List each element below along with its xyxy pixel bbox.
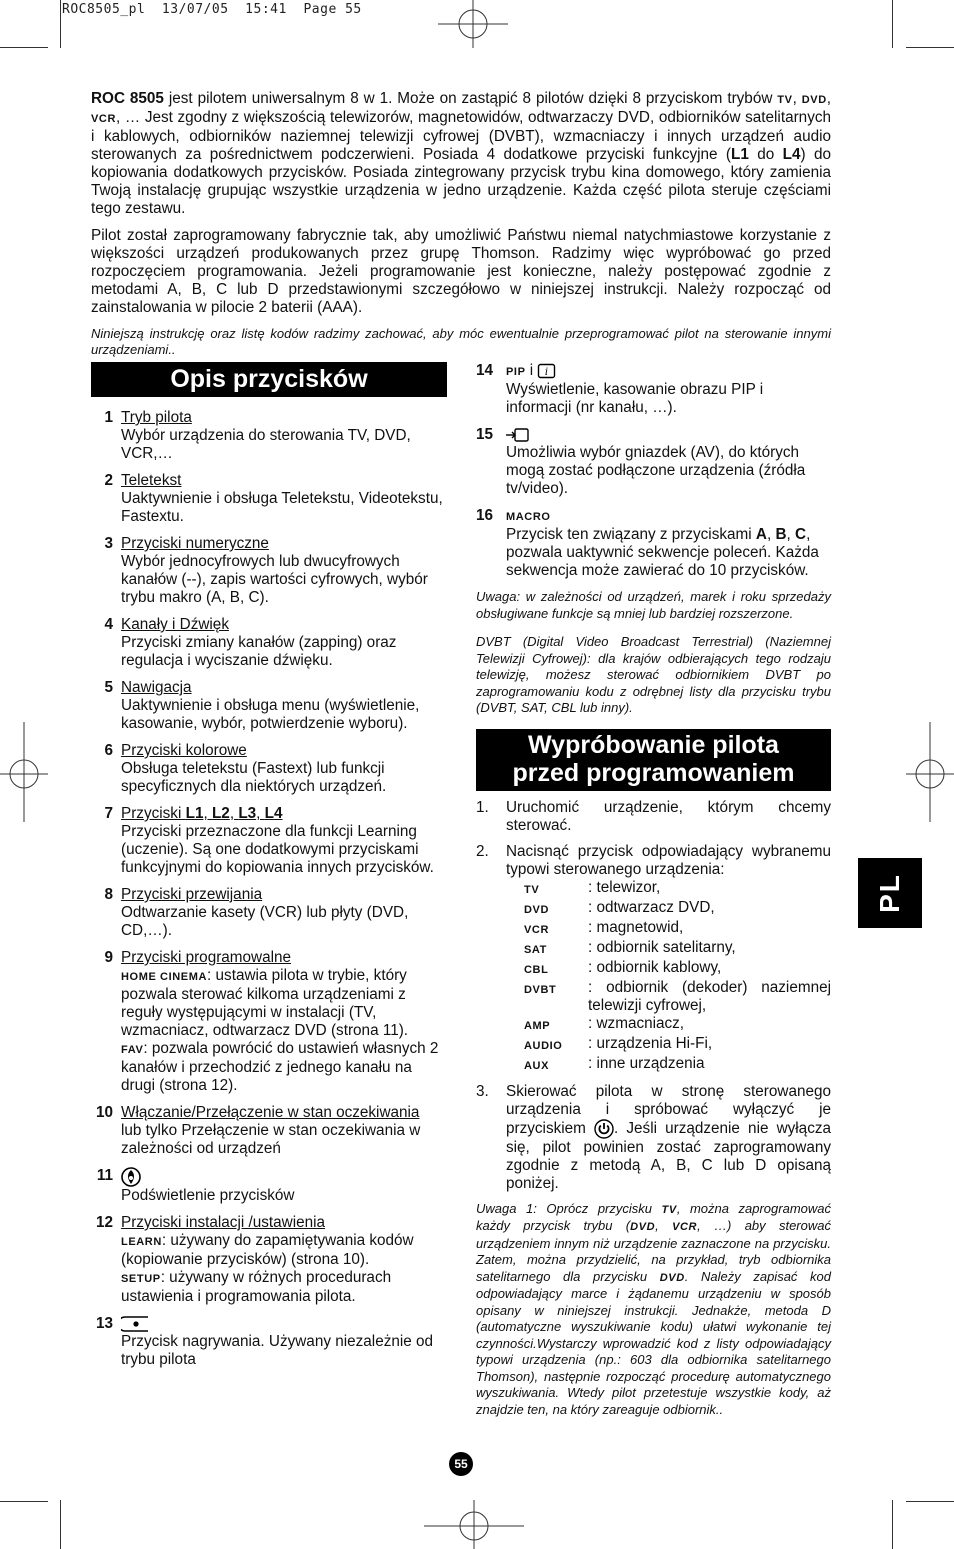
note-1: Uwaga 1: Oprócz przycisku TV, można zaprogramować każdy przycisk trybu (DVD, VCR, …) aby sterować urządzeniem innym niż urządzenie zaznaczone na przycisku. Zatem, można przydzielić, na przykład, tryb odbiornika satelitarnego dla przycisku DVD. Należy zapisać kod odpowiadający marce i żądanemu urządzeniu w sposób opisany w niniejszej instrukcji. Jednakże, metoda D (automatyczne wyszukiwanie kodu) ułatwi wykonanie tej czynności.Wystarczy wprowadzić kod z listy odpowiadający typowi urządzenia (np.: 603 dla odbiornika satelitarnego Thomson), następnie rozpocząć procedurę automatycznego wyszukiwania. Wtedy pilot przetestuje wszystkie kody, aż znajdzie ten, na który zareaguje odbiornik.. [476, 1200, 832, 1417]
registration-mark-top [438, 0, 508, 48]
note-functions: Uwaga: w zależności od urządzeń, marek i roku sprzedaży obsługiwane funkcje są mniej lub bardziej rozszerzone. [476, 589, 831, 621]
registration-mark-bottom [424, 1500, 524, 1549]
mode-row: DVBT : odbiornik (dekoder) naziemnej telewizji cyfrowej, [524, 978, 831, 1014]
list-item-backlight: 11 Podświetlenie przycisków [96, 1167, 295, 1204]
intro-paragraph-2: Pilot został zaprogramowany fabrycznie tak, aby umożliwić Państwu niemal natychmiastowe korzystanie z większości urządzeń produkowanych przez grupę Thomson. Radzimy więc wypróbować go przed rozpoczęciem programowania. Jeżeli programowanie jest konieczne, należy postępować zgodnie z metodami A, B, C lub D przedstawionymi szczegółowo w niniejszej instrukcji. Należy rozpocząć od zainstalowania w pilocie 2 baterii (AAA). [91, 227, 831, 316]
intro-note: Niniejszą instrukcję oraz listę kodów radzimy zachować, aby móc ewentualnie przeprogramować pilot na sterowanie innymi urządzeniami.. [91, 326, 831, 357]
product-name: ROC 8505 [91, 90, 164, 107]
list-item-macro: 16 MACRO Przycisk ten związany z przyciskami A, B, C, pozwala uaktywnić sekwencje poleceń. Każda sekwencja może zawierać do 10 przycisków. [476, 507, 819, 579]
step-2: 2. Nacisnąć przycisk odpowiadający wybranemu typowi sterowanego urządzenia: TV : telewizor, DVD : odtwarzacz DVD, VCR : magnetowid, SAT : odbiornik satelitarny, CBL : odbiornik kablowy, DVBT : odbiornik (dekoder) naziemnej telewizji cyfrowej, AMP : wzmacniacz, AUDIO : urządzenia Hi-Fi, AUX : inne urządzenia [476, 843, 831, 1075]
list-item-record: 13 Przycisk nagrywania. Używany niezależnie od trybu pilota [95, 1315, 434, 1369]
crop-mark [0, 47, 48, 48]
mode-row: DVD : odtwarzacz DVD, [524, 898, 715, 916]
list-item-programmable: 9 Przyciski programowalne HOME CINEMA: ustawia pilota w trybie, który pozwala sterować kilkoma urządzeniami z reguły występującymi w instalacji (TV, wzmacniacz, odtwarzacz DVD (strona 11). FAV: pozwala powrócić do ustawień własnych 2 kanałów i przechodzić z jednego kanału na drugi (strona 12). [104, 949, 439, 1094]
button-description-column [91, 362, 447, 1378]
list-item-pip: 14 PIP i i Wyświetlenie, kasowanie obrazu PIP i informacji (nr kanału, …). [476, 362, 764, 416]
page-number: 55 [449, 1452, 473, 1476]
mode-row: AUX : inne urządzenia [524, 1054, 705, 1072]
list-item: 3 Przyciski numeryczne Wybór jednocyfrowych lub dwucyfrowych kanałów (--), zapis wartości cyfrowych, wybór trybu makro (A, B, C). [104, 535, 428, 606]
record-icon [121, 1315, 151, 1333]
list-item-standby: 10 Włączanie/Przełączenie w stan oczekiwania lub tylko Przełączenie w stan oczekiwania w zależności od urządzeń [95, 1104, 421, 1157]
crop-mark [60, 1500, 61, 1549]
list-item: 5 Nawigacja Uaktywnienie i obsługa menu (wyświetlenie, kasowanie, wybór, potwierdzenie wyboru). [104, 679, 420, 732]
language-tab: PL [858, 858, 922, 928]
mode-row: VCR : magnetowid, [524, 918, 684, 936]
crop-mark [906, 1501, 954, 1502]
mode-row: CBL : odbiornik kablowy, [524, 958, 722, 976]
step-1: 1. Uruchomić urządzenie, którym chcemy sterować. [476, 798, 831, 834]
list-item: 2 Teletekst Uaktywnienie i obsługa Teletekstu, Videotekstu, Fastextu. [104, 472, 443, 525]
mode-list [524, 879, 831, 1075]
list-item-setup: 12 Przyciski instalacji /ustawienia LEARN: używany do zapamiętywania kodów (kopiowanie przycisków) (strona 10). SETUP: używany w różnych procedurach ustawienia i programowania pilota. [95, 1214, 414, 1305]
source-input-icon [506, 427, 530, 443]
intro-section [91, 90, 831, 367]
note-dvbt: DVBT (Digital Video Broadcast Terrestrial) (Naziemnej Telewizji Cyfrowej): dla krajów odbierających tego rodzaju telewizję, możesz sterować odbiornikiem DVBT po zaprogramowaniu kodu z odrębnej listy dla przycisku trybu (DVBT, SAT, CBL lub inny). [476, 634, 831, 715]
section-heading-test: Wypróbowanie pilota przed programowaniem [476, 729, 831, 791]
list-item-learning-keys: 7 Przyciski L1, L2, L3, L4 Przyciski przeznaczone dla funkcji Learning (uczenie). Są one dodatkowymi przyciskami funkcyjnymi do kopiowania innych przycisków. [104, 805, 434, 876]
power-icon [594, 1119, 614, 1139]
step-3: 3. Skierować pilota w stronę sterowanego urządzenia i spróbować wyłączyć je przyciskiem . Jeśli urządzenie nie wyłącza się, pilot powinien zostać zaprogramowany zgodnie z metodą A, B, C lub D opisaną poniżej. [476, 1082, 831, 1192]
crop-mark [892, 1500, 893, 1549]
list-item: 6 Przyciski kolorowe Obsługa teletekstu (Fastext) lub funkcji specyficznych dla niektórych urządzeń. [104, 742, 387, 795]
list-item: 8 Przyciski przewijania Odtwarzanie kasety (VCR) lub płyty (DVD, CD,…). [104, 886, 409, 939]
mode-row: AMP : wzmacniacz, [524, 1014, 685, 1032]
crop-mark [60, 0, 61, 48]
right-column [476, 362, 831, 1430]
list-item-av: 15 Umożliwia wybór gniazdek (AV), do których mogą zostać podłączone urządzenia (źródła tv/video). [476, 426, 806, 497]
crop-mark [0, 1501, 48, 1502]
mode-row: TV : telewizor, [524, 878, 661, 896]
svg-text:i: i [545, 366, 549, 378]
mode-row: SAT : odbiornik satelitarny, [524, 938, 736, 956]
registration-mark-right [906, 722, 954, 822]
list-item: 1 Tryb pilota Wybór urządzenia do sterowania TV, DVD, VCR,… [104, 409, 411, 462]
backlight-icon [121, 1167, 141, 1187]
registration-mark-left [0, 722, 48, 822]
crop-mark [906, 47, 954, 48]
mode-row: AUDIO : urządzenia Hi-Fi, [524, 1034, 713, 1052]
section-heading-buttons: Opis przycisków [91, 362, 447, 397]
info-icon [537, 363, 557, 379]
list-item: 4 Kanały i Dźwięk Przyciski zmiany kanałów (zapping) oraz regulacja i wyciszanie dźwięku. [104, 616, 397, 669]
print-slug: ROC8505_pl 13/07/05 15:41 Page 55 [62, 2, 362, 17]
intro-paragraph-1: ROC 8505 jest pilotem uniwersalnym 8 w 1. Może on zastąpić 8 pilotów dzięki 8 przyciskom trybów TV, DVD, VCR, … Jest zgodny z większością telewizorów, magnetowidów, odtwarzaczy DVD, odbiorników satelitarnych i kablowych, odbiorników naziemnej telewizji cyfrowej (DVBT), wzmacniaczy i innych urządzeń audio sterowanych za pośrednictwem podczerwieni. Posiada 4 dodatkowe przyciski funkcyjne (L1 do L4) do kopiowania dodatkowych przycisków. Posiada zintegrowany przycisk trybu kina domowego, który zamienia Twoją instalację grupując wszystkie urządzenia w jedno urządzenie. Każda część pilota steruje częściami tego zestawu. [91, 90, 832, 217]
crop-mark [892, 0, 893, 48]
